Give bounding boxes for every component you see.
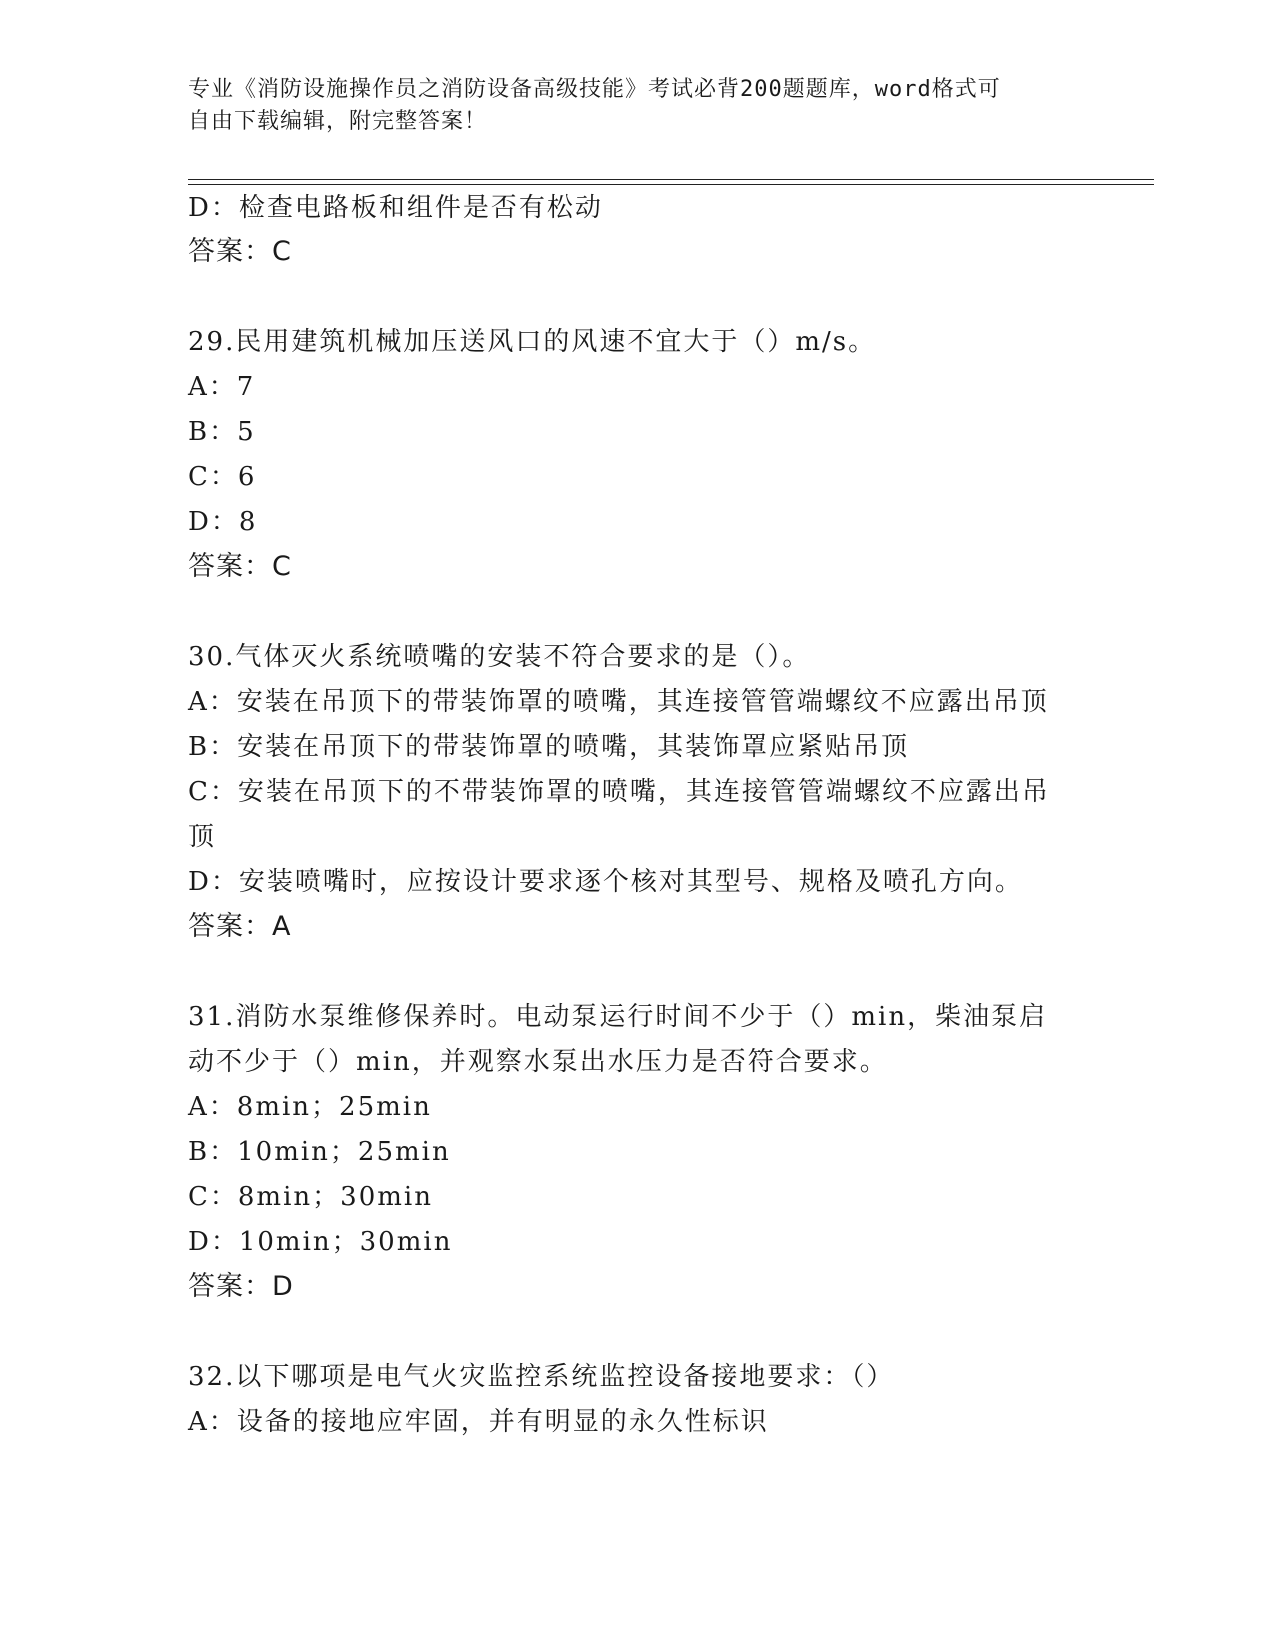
q31-option-c: C：8min；30min xyxy=(188,1182,433,1212)
document-header xyxy=(188,74,1068,138)
header-divider-bottom xyxy=(188,184,1154,185)
q30-option-a: A：安装在吊顶下的带装饰罩的喷嘴，其连接管管端螺纹不应露出吊顶 xyxy=(188,687,1049,717)
q30-option-d: D：安装喷嘴时，应按设计要求逐个核对其型号、规格及喷孔方向。 xyxy=(188,867,1023,897)
header-divider-top xyxy=(188,179,1154,180)
q30-stem: 30.气体灭火系统喷嘴的安装不符合要求的是（）。 xyxy=(188,642,811,672)
q32-option-a: A：设备的接地应牢固，并有明显的永久性标识 xyxy=(188,1407,769,1437)
q31-option-a: A：8min；25min xyxy=(188,1092,432,1122)
q31-stem-line-2: 动不少于（）min，并观察水泵出水压力是否符合要求。 xyxy=(188,1047,888,1077)
q31-answer: 答案：D xyxy=(188,1271,294,1302)
q31-stem-line-1: 31.消防水泵维修保养时。电动泵运行时间不少于（）min，柴油泵启 xyxy=(188,1002,1048,1032)
q29-option-b: B：5 xyxy=(188,417,256,447)
q30-option-b: B：安装在吊顶下的带装饰罩的喷嘴，其装饰罩应紧贴吊顶 xyxy=(188,732,910,762)
q31-option-d: D：10min；30min xyxy=(188,1227,453,1257)
q29-option-a: A：7 xyxy=(188,372,256,402)
q29-option-d: D：8 xyxy=(188,507,258,537)
q28-answer: 答案：C xyxy=(188,236,292,267)
q32-stem: 32.以下哪项是电气火灾监控系统监控设备接地要求：（） xyxy=(188,1362,895,1392)
q31-option-b: B：10min；25min xyxy=(188,1137,451,1167)
q29-option-c: C：6 xyxy=(188,462,257,492)
q29-answer: 答案：C xyxy=(188,551,292,582)
q28-option-d: D：检查电路板和组件是否有松动 xyxy=(188,193,603,223)
header-line-2: 自由下载编辑，附完整答案！ xyxy=(188,109,488,134)
q30-answer: 答案：A xyxy=(188,911,292,942)
q29-stem: 29.民用建筑机械加压送风口的风速不宜大于（）m/s。 xyxy=(188,327,877,357)
q30-option-c-cont: 顶 xyxy=(188,822,217,852)
header-line-1: 专业《消防设施操作员之消防设备高级技能》考试必背200题题库，word格式可 xyxy=(188,77,1001,102)
q30-option-c: C：安装在吊顶下的不带装饰罩的喷嘴，其连接管管端螺纹不应露出吊 xyxy=(188,777,1050,807)
